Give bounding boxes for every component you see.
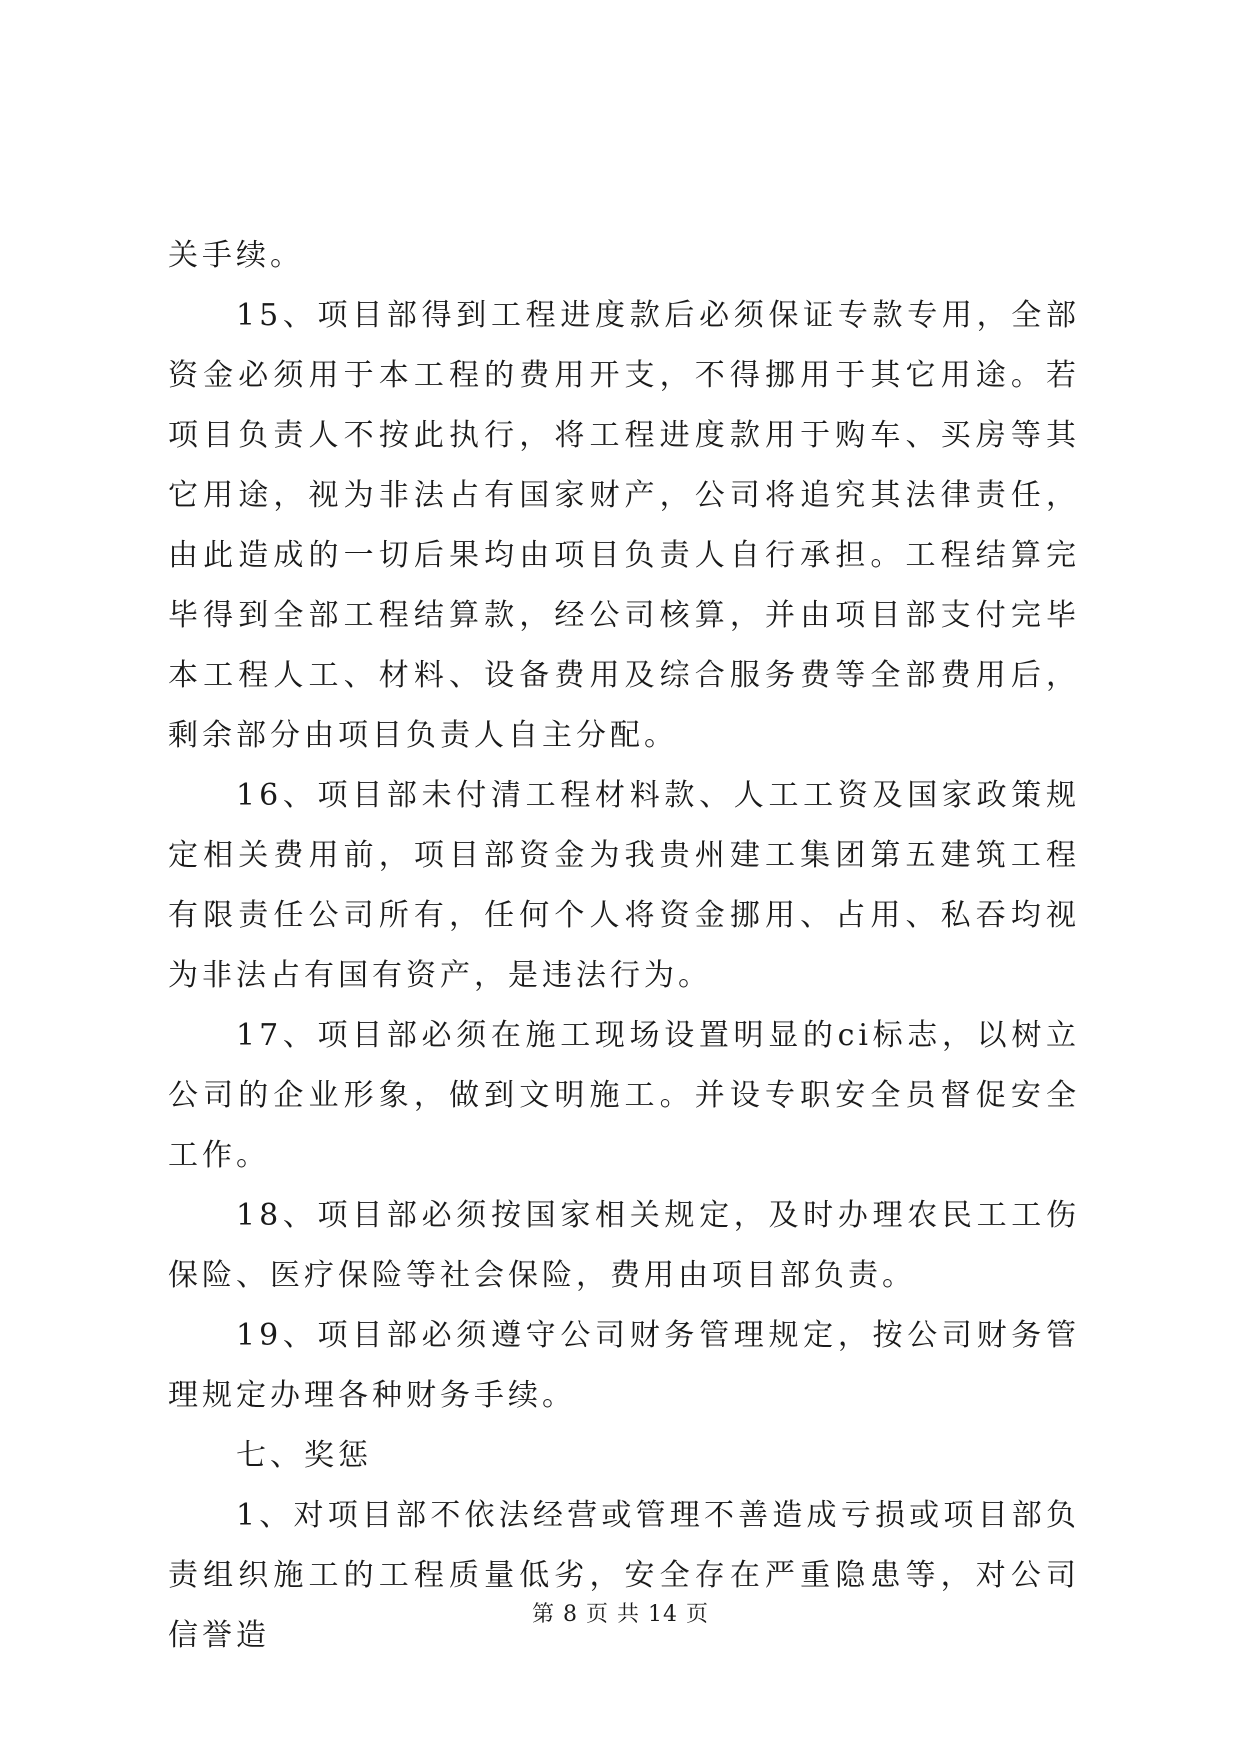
paragraph-item-16: 16、项目部未付清工程材料款、人工工资及国家政策规定相关费用前，项目部资金为我贵州建工集团第五建筑工程有限责任公司所有，任何个人将资金挪用、占用、私吞均视为非法占有国有资产，是违法行为。: [168, 778, 1080, 993]
paragraph-item-17: 17、项目部必须在施工现场设置明显的ci标志，以树立公司的企业形象，做到文明施工。并设专职安全员督促安全工作。: [168, 1018, 1080, 1173]
section-heading-rewards: 七、奖惩: [236, 1438, 372, 1473]
paragraph-item-1: 1、对项目部不依法经营或管理不善造成亏损或项目部负责组织施工的工程质量低劣，安全存在严重隐患等，对公司信誉造: [168, 1498, 1080, 1653]
paragraph-item-18: 18、项目部必须按国家相关规定，及时办理农民工工伤保险、医疗保险等社会保险，费用由项目部负责。: [168, 1198, 1080, 1293]
paragraph-item-19: 19、项目部必须遵守公司财务管理规定，按公司财务管理规定办理各种财务手续。: [168, 1318, 1080, 1413]
paragraph-continuation: 关手续。: [168, 238, 304, 273]
page-number-footer: 第 8 页 共 14 页: [532, 1602, 709, 1627]
document-body: [168, 226, 1080, 1666]
paragraph-item-15: 15、项目部得到工程进度款后必须保证专款专用，全部资金必须用于本工程的费用开支，不得挪用于其它用途。若项目负责人不按此执行，将工程进度款用于购车、买房等其它用途，视为非法占有国家财产，公司将追究其法律责任，由此造成的一切后果均由项目负责人自行承担。工程结算完毕得到全部工程结算款，经公司核算，并由项目部支付完毕本工程人工、材料、设备费用及综合服务费等全部费用后，剩余部分由项目负责人自主分配。: [168, 298, 1080, 753]
